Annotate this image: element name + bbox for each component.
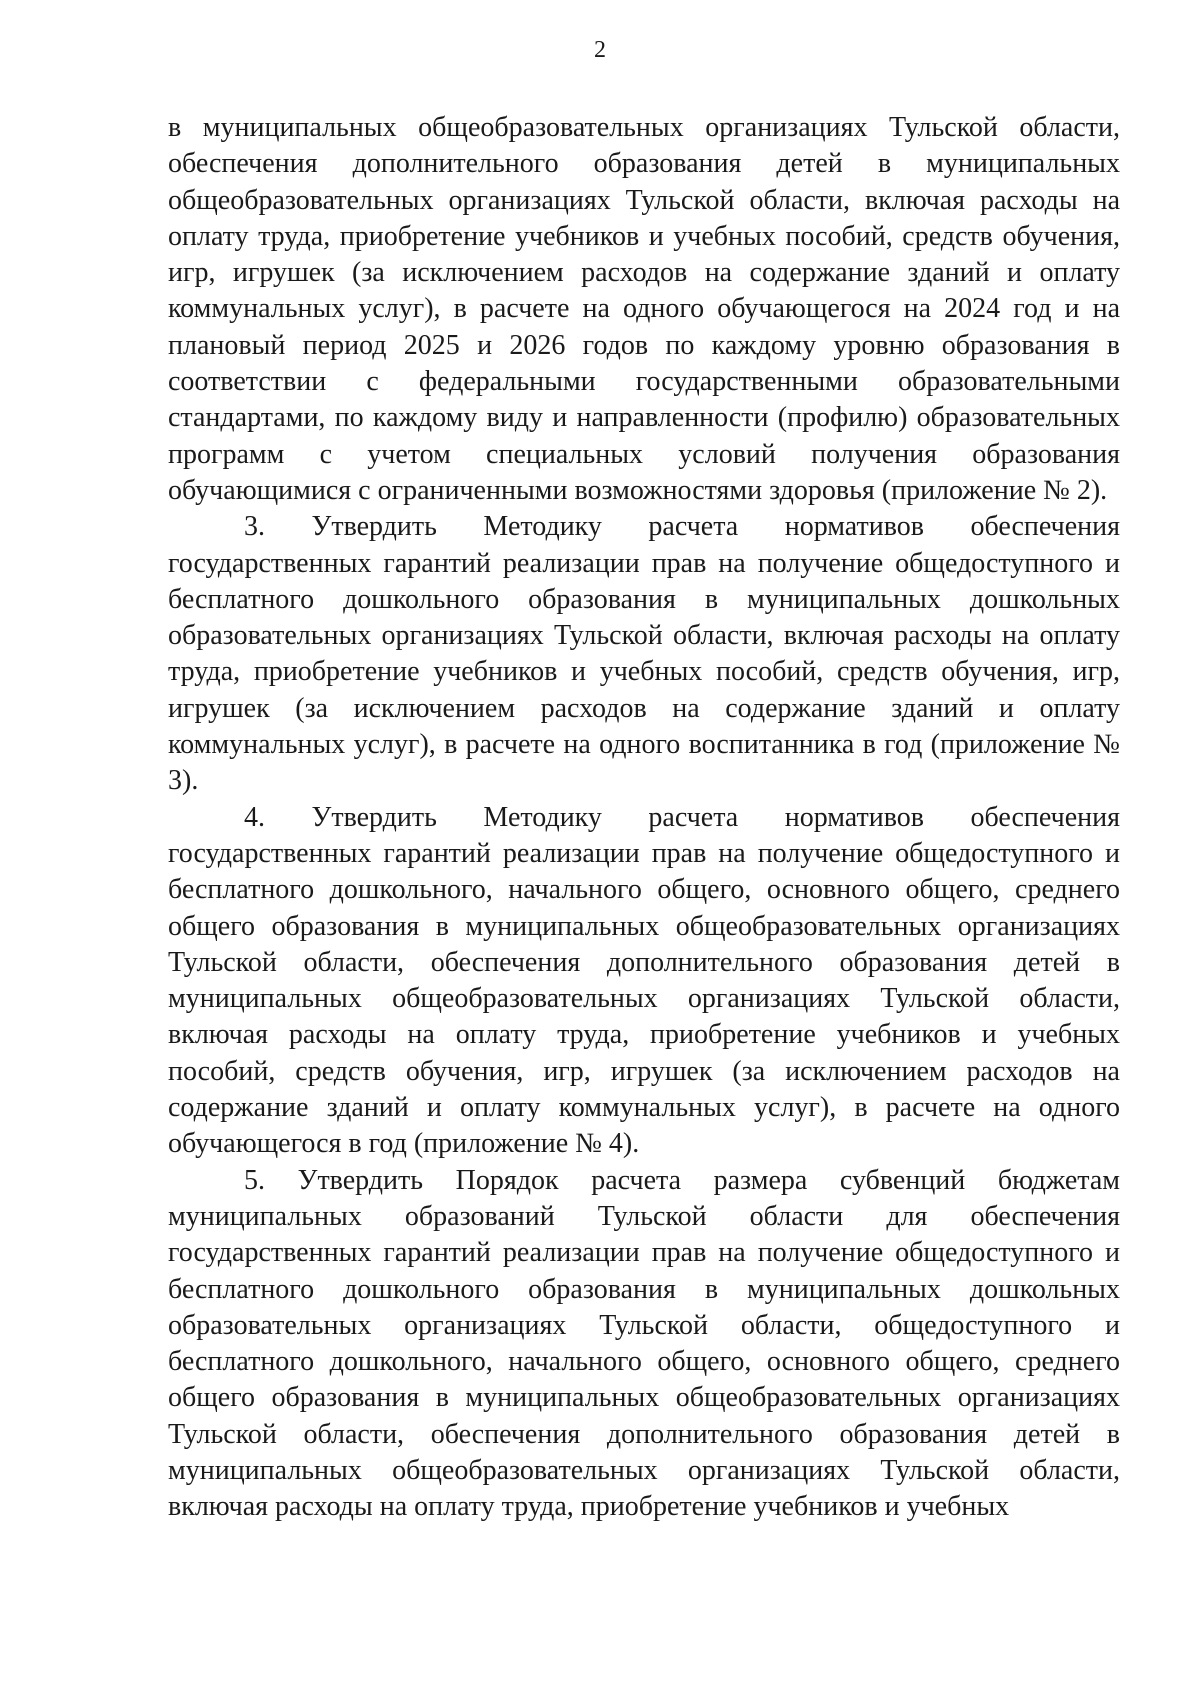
paragraph-item-3: 3. Утвердить Методику расчета нормативов обеспечения государственных гарантий реализации прав на получение общедоступного и бесплатного дошкольного образования в муниципальных дошкольных образовательных организациях Тульской области, включая расходы на оплату труда, приобретение учебников и учебных пособий, средств обучения, игр, игрушек (за исключением расходов на содержание зданий и оплату коммунальных услуг), в расчете на одного воспитанника в год (приложение № 3).	[168, 511, 1120, 797]
page-number: 2	[594, 37, 606, 63]
paragraph-item-5: 5. Утвердить Порядок расчета размера субвенций бюджетам муниципальных образований Тульской области для обеспечения государственных гарантий реализации прав на получение общедоступного и бесплатного дошкольного образования в муниципальных дошкольных образовательных организациях Тульской области, общедоступного и бесплатного дошкольного, начального общего, основного общего, среднего общего образования в муниципальных общеобразовательных организациях Тульской области, обеспечения дополнительного образования детей в муниципальных общеобразовательных организациях Тульской области, включая расходы на оплату труда, приобретение учебников и учебных	[168, 1164, 1120, 1523]
paragraph-item-4: 4. Утвердить Методику расчета нормативов обеспечения государственных гарантий реализации прав на получение общедоступного и бесплатного дошкольного, начального общего, основного общего, среднего общего образования в муниципальных общеобразовательных организациях Тульской области, обеспечения дополнительного образования детей в муниципальных общеобразовательных организациях Тульской области, включая расходы на оплату труда, приобретение учебников и учебных пособий, средств обучения, игр, игрушек (за исключением расходов на содержание зданий и оплату коммунальных услуг), в расчете на одного обучающегося в год (приложение № 4).	[168, 801, 1120, 1160]
paragraph-continuation: в муниципальных общеобразовательных организациях Тульской области, обеспечения дополнительного образования детей в муниципальных общеобразовательных организациях Тульской области, включая расходы на оплату труда, приобретение учебников и учебных пособий, средств обучения, игр, игрушек (за исключением расходов на содержание зданий и оплату коммунальных услуг), в расчете на одного обучающегося на 2024 год и на плановый период 2025 и 2026 годов по каждому уровню образования в соответствии с федеральными государственными образовательными стандартами, по каждому виду и направленности (профилю) образовательных программ с учетом специальных условий получения образования обучающимися с ограниченными возможностями здоровья (приложение № 2).	[168, 112, 1120, 506]
document-body	[168, 110, 1120, 1526]
